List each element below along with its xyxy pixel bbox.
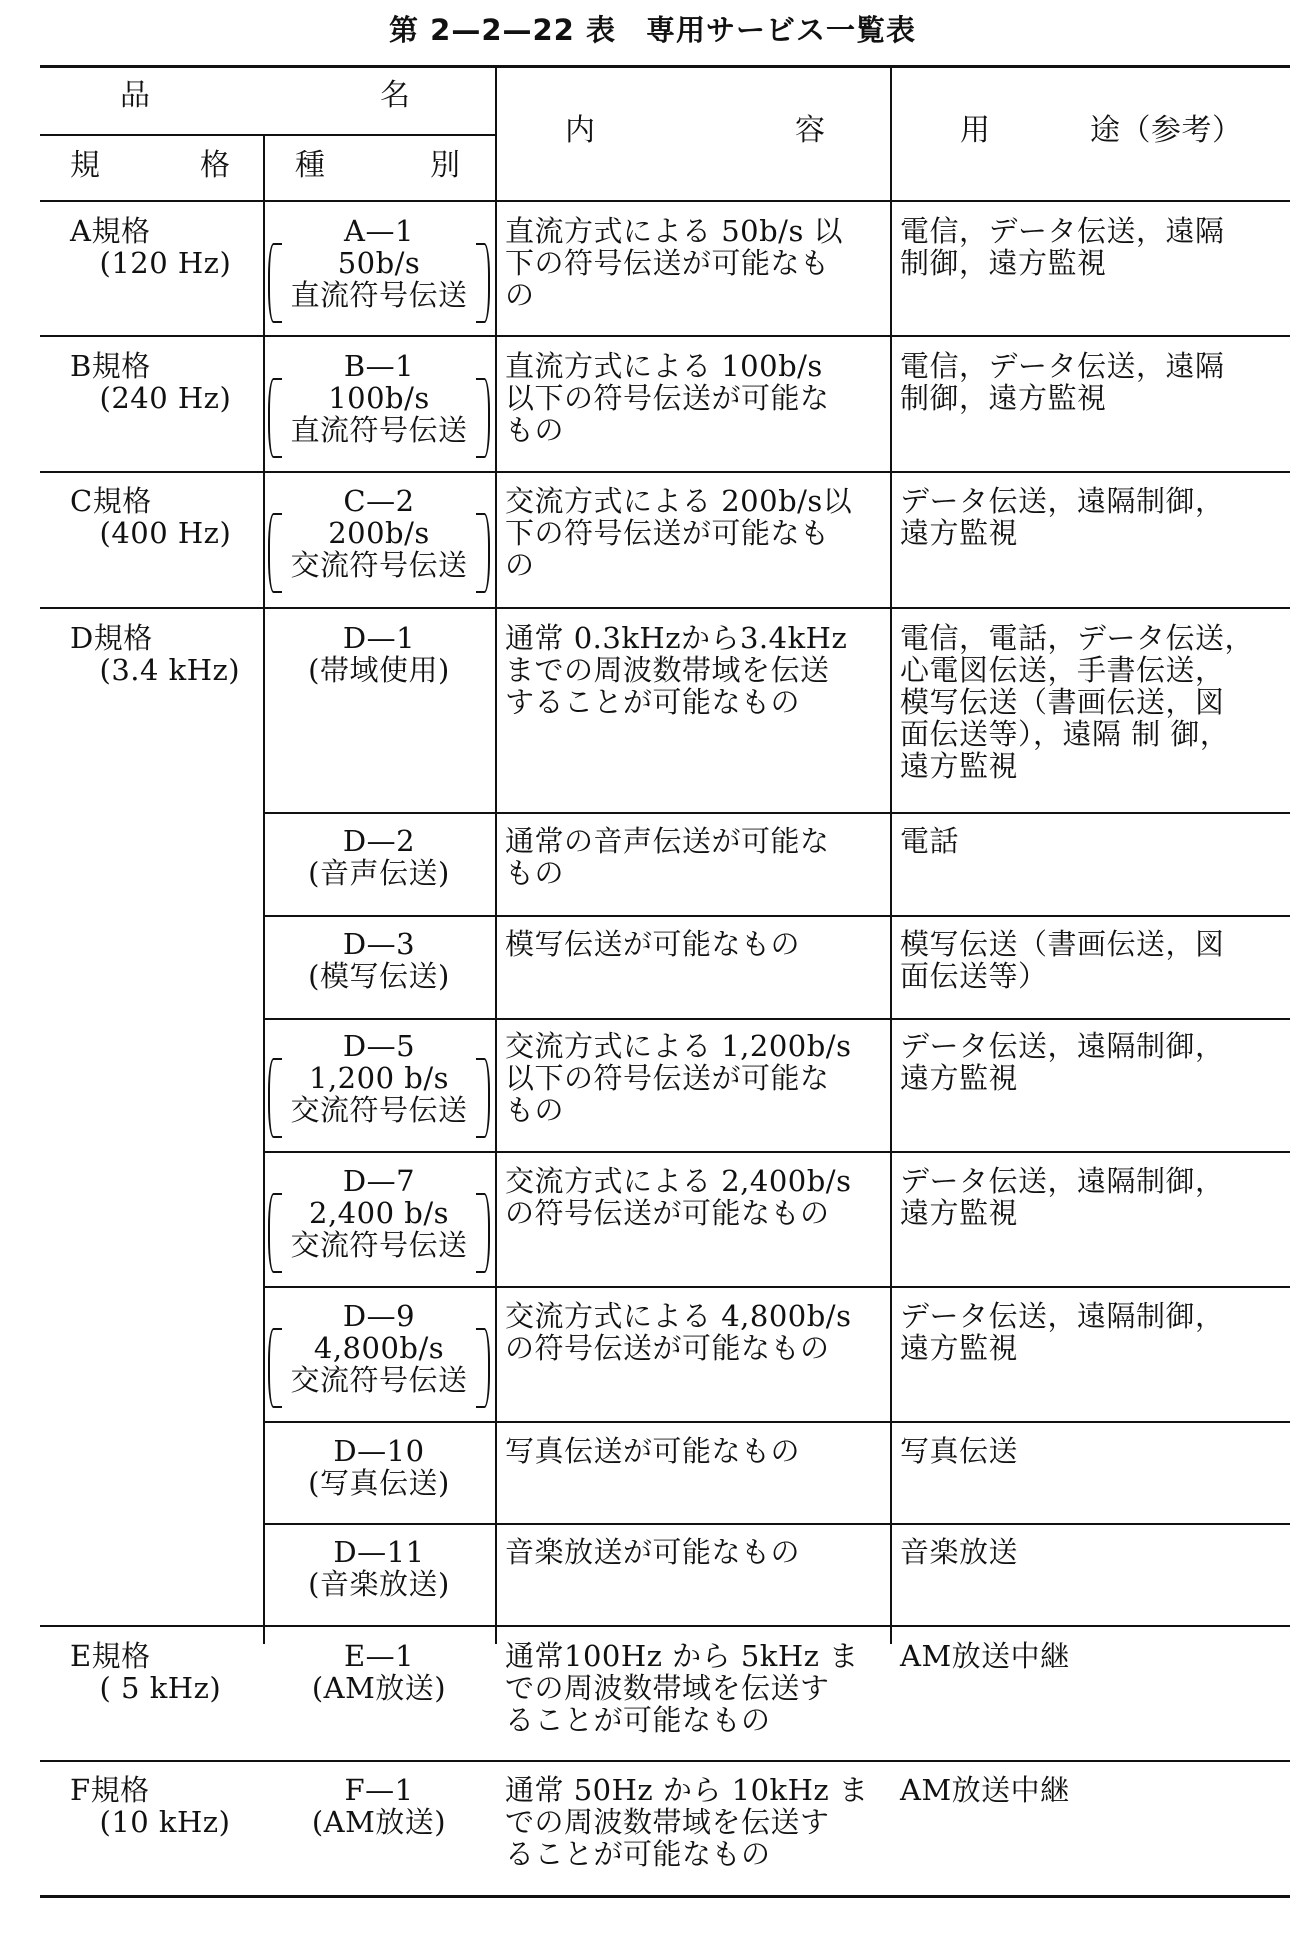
standard-cell: F規格 (10 kHz)	[70, 1773, 231, 1839]
row-separator	[263, 1018, 1290, 1020]
open-bracket	[268, 1058, 282, 1138]
row-separator	[40, 1760, 1290, 1762]
open-bracket	[268, 378, 282, 458]
use-cell: データ伝送，遠隔制御， 遠方監視	[900, 1299, 1225, 1365]
table-top-rule	[40, 65, 1290, 68]
content-cell: 交流方式による 1,200b/s 以下の符号伝送が可能な もの	[505, 1029, 852, 1127]
type-name: (模写伝送)	[308, 959, 450, 993]
header-naiyo-left: 内	[565, 113, 596, 148]
type-code: D—2	[342, 824, 416, 858]
header-yoto-left: 用	[960, 113, 991, 148]
row-separator	[263, 812, 1290, 814]
col-divider-type	[495, 68, 497, 1644]
open-bracket	[268, 1193, 282, 1273]
row-separator	[40, 1625, 1290, 1627]
header-kikaku-left: 規	[70, 148, 101, 183]
page-title: 第 2—2—22 表 専用サービス一覧表	[389, 13, 916, 47]
standard-cell: D規格 (3.4 kHz)	[70, 621, 241, 687]
type-code: A—1	[344, 214, 414, 248]
use-cell: AM放送中継	[900, 1639, 1070, 1673]
close-bracket	[476, 1328, 490, 1408]
use-cell: 音楽放送	[900, 1535, 1019, 1569]
header-yoto-right: 途（参考）	[1090, 113, 1243, 148]
type-code: D—1	[342, 621, 416, 655]
content-cell: 直流方式による 100b/s 以下の符号伝送が可能な もの	[505, 349, 830, 447]
use-cell: 電信，データ伝送，遠隔 制御，遠方監視	[900, 214, 1225, 280]
type-code: C—2	[343, 484, 415, 518]
type-code: F—1	[344, 1773, 414, 1807]
use-cell: データ伝送，遠隔制御， 遠方監視	[900, 1164, 1225, 1230]
content-cell: 直流方式による 50b/s 以 下の符号伝送が可能なも の	[505, 214, 844, 312]
type-code: D—10	[333, 1434, 425, 1468]
use-cell: AM放送中継	[900, 1773, 1070, 1807]
row-separator	[263, 1421, 1290, 1423]
type-name: 1,200 b/s 交流符号伝送	[290, 1061, 468, 1127]
header-shubetsu-left: 種	[295, 148, 326, 183]
type-code: D—9	[342, 1299, 416, 1333]
type-name: 200b/s 交流符号伝送	[290, 516, 468, 582]
type-name: (音楽放送)	[308, 1567, 450, 1601]
type-name: (写真伝送)	[308, 1466, 450, 1500]
type-name: 100b/s 直流符号伝送	[290, 381, 468, 447]
open-bracket	[268, 243, 282, 323]
type-name: (帯域使用)	[308, 653, 450, 687]
header-hinmei-right: 名	[380, 78, 411, 113]
row-separator	[263, 1151, 1290, 1153]
use-cell: データ伝送，遠隔制御， 遠方監視	[900, 1029, 1225, 1095]
content-cell: 音楽放送が可能なもの	[505, 1535, 801, 1569]
type-name: 2,400 b/s 交流符号伝送	[290, 1196, 468, 1262]
row-separator	[263, 1523, 1290, 1525]
header-mid-rule	[40, 134, 495, 136]
type-code: D—3	[342, 927, 416, 961]
type-code: D—7	[342, 1164, 416, 1198]
header-shubetsu-right: 別	[430, 148, 461, 183]
use-cell: 模写伝送（書画伝送，図 面伝送等）	[900, 927, 1225, 993]
use-cell: 写真伝送	[900, 1434, 1019, 1468]
row-separator	[40, 335, 1290, 337]
type-name: 4,800b/s 交流符号伝送	[290, 1331, 468, 1397]
type-code: D—11	[333, 1535, 425, 1569]
header-kikaku-right: 格	[200, 148, 231, 183]
type-code: B—1	[343, 349, 415, 383]
type-name: (音声伝送)	[308, 856, 450, 890]
use-cell: 電信，データ伝送，遠隔 制御，遠方監視	[900, 349, 1225, 415]
col-divider-content	[890, 68, 892, 1644]
header-bottom-rule	[40, 200, 1290, 202]
type-name: (AM放送)	[311, 1671, 447, 1705]
close-bracket	[476, 1058, 490, 1138]
row-separator	[40, 471, 1290, 473]
content-cell: 通常 0.3kHzから3.4kHz までの周波数帯域を伝送 することが可能なもの	[505, 621, 848, 719]
content-cell: 交流方式による 200b/s以 下の符号伝送が可能なも の	[505, 484, 853, 582]
standard-cell: B規格 (240 Hz)	[70, 349, 232, 415]
standard-cell: E規格 ( 5 kHz)	[70, 1639, 222, 1705]
close-bracket	[476, 1193, 490, 1273]
close-bracket	[476, 378, 490, 458]
row-separator	[263, 915, 1290, 917]
use-cell: データ伝送，遠隔制御， 遠方監視	[900, 484, 1225, 550]
open-bracket	[268, 1328, 282, 1408]
standard-cell: C規格 (400 Hz)	[70, 484, 232, 550]
content-cell: 写真伝送が可能なもの	[505, 1434, 801, 1468]
content-cell: 通常の音声伝送が可能な もの	[505, 824, 830, 890]
standard-cell: A規格 (120 Hz)	[70, 214, 232, 280]
content-cell: 交流方式による 2,400b/s の符号伝送が可能なもの	[505, 1164, 852, 1230]
content-cell: 交流方式による 4,800b/s の符号伝送が可能なもの	[505, 1299, 852, 1365]
row-separator	[40, 1895, 1290, 1898]
type-name: 50b/s 直流符号伝送	[290, 246, 468, 312]
content-cell: 通常 50Hz から 10kHz ま での周波数帯域を伝送す ることが可能なもの	[505, 1773, 869, 1871]
open-bracket	[268, 513, 282, 593]
close-bracket	[476, 513, 490, 593]
row-separator	[40, 607, 1290, 609]
header-hinmei-left: 品	[120, 78, 151, 113]
content-cell: 模写伝送が可能なもの	[505, 927, 801, 961]
content-cell: 通常100Hz から 5kHz ま での周波数帯域を伝送す ることが可能なもの	[505, 1639, 859, 1737]
use-cell: 電話	[900, 824, 960, 858]
type-code: D—5	[342, 1029, 416, 1063]
use-cell: 電信，電話，データ伝送， 心電図伝送，手書伝送， 模写伝送（書画伝送，図 面伝送等），遠隔 制 御， 遠方監視	[900, 621, 1255, 783]
close-bracket	[476, 243, 490, 323]
row-separator	[263, 1286, 1290, 1288]
type-name: (AM放送)	[311, 1805, 447, 1839]
header-naiyo-right: 容	[795, 113, 826, 148]
type-code: E—1	[343, 1639, 415, 1673]
